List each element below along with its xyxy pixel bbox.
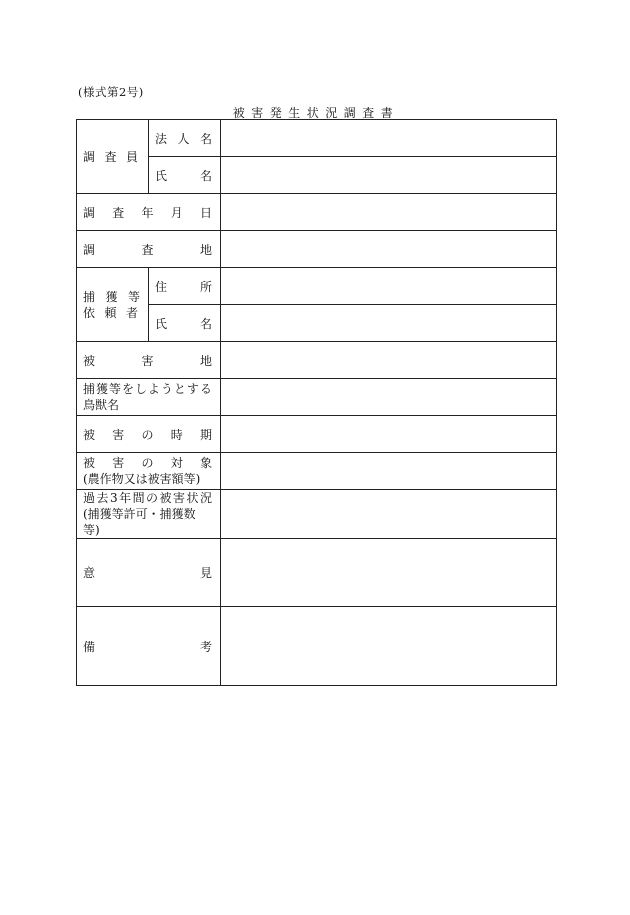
corp-name-field[interactable] [221,120,557,157]
requester-label: 捕 獲 等 依 頼 者 [77,268,149,342]
damage-target-row [77,453,557,490]
requester-address-field[interactable] [221,268,557,305]
target-species-label: 捕 獲 等 を し よ う と す る 鳥獣名 [77,379,221,416]
survey-date-field[interactable] [221,194,557,231]
past-damage-row [77,490,557,539]
damage-period-field[interactable] [221,416,557,453]
damage-place-field[interactable] [221,342,557,379]
requester-row-1 [77,268,557,305]
requester-address-label: 住 所 [149,268,221,305]
survey-place-row [77,231,557,268]
survey-place-label: 調 査 地 [77,231,221,268]
survey-date-label: 調 査 年 月 日 [77,194,221,231]
form-title: 被害発生状況調査書 [232,106,400,120]
damage-target-label: 被 害 の 対 象 (農作物又は被害額等) [77,453,221,490]
survey-form-table [76,119,557,686]
damage-target-field[interactable] [221,453,557,490]
survey-date-row [77,194,557,231]
requester-row-2 [77,305,557,342]
target-species-field[interactable] [221,379,557,416]
remarks-label: 備 考 [77,607,221,686]
target-species-row [77,379,557,416]
damage-place-label: 被 害 地 [77,342,221,379]
investigator-row-1 [77,120,557,157]
past-damage-label: 過 去 3 年 間 の 被 害 状 況 (捕獲等許可・捕獲数等) [77,490,221,539]
remarks-row [77,607,557,686]
requester-name-field[interactable] [221,305,557,342]
investigator-row-2 [77,157,557,194]
investigator-name-field[interactable] [221,157,557,194]
damage-period-label: 被 害 の 時 期 [77,416,221,453]
damage-place-row [77,342,557,379]
survey-place-field[interactable] [221,231,557,268]
damage-period-row [77,416,557,453]
form-number: (様式第2号) [78,85,144,99]
investigator-label: 調 査 員 [77,120,149,194]
remarks-field[interactable] [221,607,557,686]
opinion-row [77,539,557,607]
requester-name-label: 氏 名 [149,305,221,342]
past-damage-field[interactable] [221,490,557,539]
opinion-label: 意 見 [77,539,221,607]
investigator-name-label: 氏 名 [149,157,221,194]
opinion-field[interactable] [221,539,557,607]
corp-name-label: 法 人 名 [149,120,221,157]
